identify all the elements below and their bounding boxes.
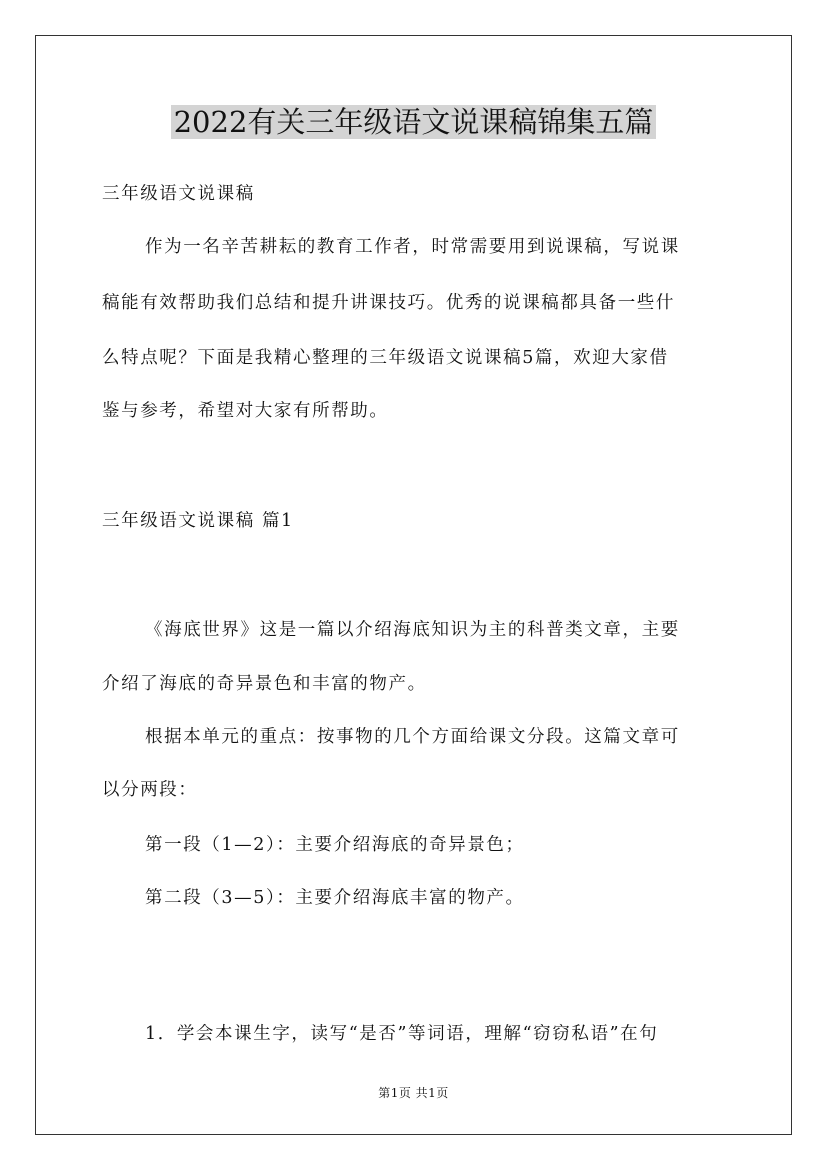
- intro-line-2: 稿能有效帮助我们总结和提升讲课技巧。优秀的说课稿都具备一些什: [102, 293, 675, 313]
- intro-line-4: 鉴与参考，希望对大家有所帮助。: [102, 401, 389, 421]
- section-heading: 三年级语文说课稿: [102, 184, 255, 204]
- document-title-text: 2022有关三年级语文说课稿锦集五篇: [171, 105, 657, 139]
- paragraph-line-1: 《海底世界》这是一篇以介绍海底知识为主的科普类文章，主要: [145, 620, 680, 640]
- paragraph-line-5: 第一段（1—2）：主要介绍海底的奇异景色；: [145, 835, 525, 855]
- paragraph-line-2: 介绍了海底的奇异景色和丰富的物产。: [102, 674, 427, 694]
- paragraph-line-6: 第二段（3—5）：主要介绍海底丰富的物产。: [145, 888, 525, 908]
- paragraph-line-7: 1．学会本课生字，读写“是否”等词语，理解“窃窃私语”在句: [145, 1024, 659, 1044]
- page-footer: 第1页 共1页: [378, 1086, 449, 1100]
- paragraph-line-3: 根据本单元的重点：按事物的几个方面给课文分段。这篇文章可: [145, 727, 680, 747]
- paragraph-line-4: 以分两段：: [102, 780, 198, 800]
- part1-heading: 三年级语文说课稿 篇1: [102, 511, 294, 531]
- intro-line-1: 作为一名辛苦耕耘的教育工作者，时常需要用到说课稿，写说课: [145, 237, 680, 257]
- document-title: [0, 100, 827, 144]
- intro-line-3: 么特点呢？下面是我精心整理的三年级语文说课稿5篇，欢迎大家借: [102, 348, 669, 368]
